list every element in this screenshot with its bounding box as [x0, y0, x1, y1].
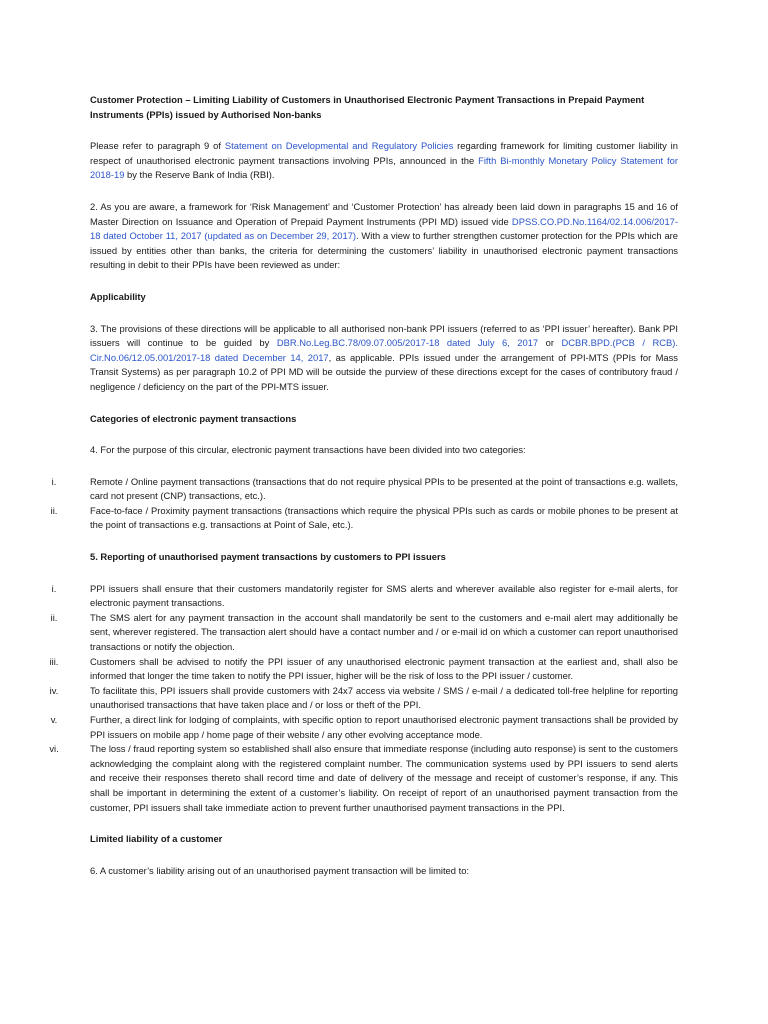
paragraph-1 [90, 139, 678, 183]
paragraph-3 [90, 322, 678, 395]
list-item-number: iii. [49, 655, 59, 667]
list-item [51, 475, 678, 504]
list-item-text: To facilitate this, PPI issuers shall provide customers with 24x7 access via website / SMS / e-mail / a dedicated toll-free helpline for reporting unauthorised transactions that have taken place and / or loss or theft of the PPI. [90, 684, 678, 711]
list-item [51, 582, 678, 611]
list-item-text: Remote / Online payment transactions (transactions that do not require physical PPIs to be presented at the point of transactions e.g. wallets, card not present (CNP) transactions, etc.). [90, 475, 678, 502]
paragraph-2-text-a: 2. As you are aware, a framework for ‘Risk Management’ and ‘Customer Protection’ has already been laid down in paragraphs 15 and 16 of Master Direction on Issuance and Operation of Prepaid Payment Instruments (PPI MD) issued vide [90, 200, 678, 227]
paragraph-1-text-c: by the Reserve Bank of India (RBI). [124, 169, 275, 181]
list-item-text: Customers shall be advised to notify the PPI issuer of any unauthorised electronic payment transaction at the earliest and, shall also be informed that longer the time taken to notify the PPI issuer, higher will be the risk of loss to the PPI issuer / customer. [90, 655, 678, 682]
heading-categories: Categories of electronic payment transactions [90, 412, 297, 424]
paragraph-3-text-c: , as applicable. PPIs issued under the arrangement of PPI-MTS (PPIs for Mass Transit Systems) as per paragraph 10.2 of PPI MD will be outside the purview of these directions except for the cases of contributory fraud / negligence / deficiency on the part of the PPI-MTS issuer. [90, 351, 678, 392]
list-item [50, 611, 678, 655]
paragraph-3-text-a: 3. The provisions of these directions will be applicable to all authorised non-bank PPI issuers (referred to as ‘PPI issuer’ hereafter). Bank PPI issuers will continue to be guided by [90, 322, 678, 349]
list-item-text: Face-to-face / Proximity payment transactions (transactions which require the physical PPIs such as cards or mobile phones to be present at the point of transactions e.g. transactions at Point of Sale, etc.). [90, 504, 678, 531]
paragraph-1-text-a: Please refer to paragraph 9 of [90, 140, 225, 152]
link-dcbr-circular[interactable]: DCBR.BPD.(PCB / RCB). Cir.No.06/12.05.001/2017-18 dated December 14, 2017 [90, 337, 678, 363]
list-item-number: v. [50, 714, 58, 725]
list-item-number: iv. [49, 684, 59, 696]
list-item-text: The SMS alert for any payment transaction in the account shall mandatorily be sent to the customers and e-mail alert may additionally be sent, wherever registered. The transaction alert should have a contact number and / or e-mail id on which a customer can report unauthorised transactions or notify the objection. [90, 611, 678, 653]
document-title: Customer Protection – Limiting Liability of Customers in Unauthorised Electronic Payment Transactions in Prepaid Payment Instruments (PPIs) issued by Authorised Non-banks [90, 94, 645, 120]
paragraph-2 [90, 200, 678, 273]
list-item-number: ii. [50, 504, 58, 516]
link-dpss-circular[interactable]: DPSS.CO.PD.No.1164/02.14.006/2017-18 dated October 11, 2017 (updated as on December 29, 2017) [90, 215, 678, 242]
list-item [50, 504, 678, 533]
list-item [49, 684, 678, 713]
list-item-number: i. [51, 582, 57, 594]
paragraph-3-text-b: or [538, 337, 562, 349]
paragraph-4: 4. For the purpose of this circular, electronic payment transactions have been divided into two categories: [90, 444, 526, 456]
heading-reporting: 5. Reporting of unauthorised payment transactions by customers to PPI issuers [90, 551, 446, 563]
paragraph-6: 6. A customer’s liability arising out of an unauthorised payment transaction will be limited to: [90, 864, 470, 876]
document-body [49, 93, 678, 878]
list-item [49, 742, 678, 815]
list-item-number: ii. [50, 611, 58, 623]
link-dbr-circular[interactable]: DBR.No.Leg.BC.78/09.07.005/2017-18 dated July 6, 2017 [276, 337, 539, 349]
heading-limited-liability: Limited liability of a customer [90, 833, 223, 845]
list-item-text: The loss / fraud reporting system so established shall also ensure that immediate response (including auto response) is sent to the customers acknowledging the complaint along with the registered complaint number. The communication systems used by PPI issuers to send alerts and receive their responses thereto shall record time and date of delivery of the message and receipt of customer’s response, if any. This shall be important in determining the extent of a customer’s liability. On receipt of report of an unauthorised payment transaction from the customer, PPI issuers shall take immediate action to prevent further unauthorised payment transactions in the PPI. [90, 743, 678, 813]
list-item-text: Further, a direct link for lodging of complaints, with specific option to report unauthorised electronic payment transactions shall be provided by PPI issuers on mobile app / home page of their website / any other evolving acceptance mode. [90, 714, 678, 740]
list-item [50, 713, 678, 742]
link-statement-on-developmental-policies[interactable]: Statement on Developmental and Regulatory Policies [224, 140, 454, 152]
list-item [49, 655, 678, 684]
paragraph-2-text-b: . With a view to further strengthen customer protection for the PPIs which are issued by entities other than banks, the criteria for determining the customers’ liability in unauthorised electronic payment transactions resulting in debit to their PPIs have been reviewed as under: [90, 230, 678, 271]
list-item-number: vi. [49, 743, 59, 755]
list-item-text: PPI issuers shall ensure that their customers mandatorily register for SMS alerts and wherever available also register for e-mail alerts, for electronic payment transactions. [90, 582, 678, 609]
link-fifth-bimonthly-policy-statement[interactable]: Fifth Bi-monthly Monetary Policy Statement for 2018-19 [90, 154, 678, 181]
categories-list [50, 475, 678, 533]
list-item-number: i. [51, 475, 57, 487]
heading-applicability: Applicability [90, 290, 146, 302]
reporting-list [49, 582, 678, 816]
paragraph-1-text-b: regarding framework for limiting customer liability in respect of unauthorised electronic payment transactions involving PPIs, announced in the [90, 140, 678, 166]
